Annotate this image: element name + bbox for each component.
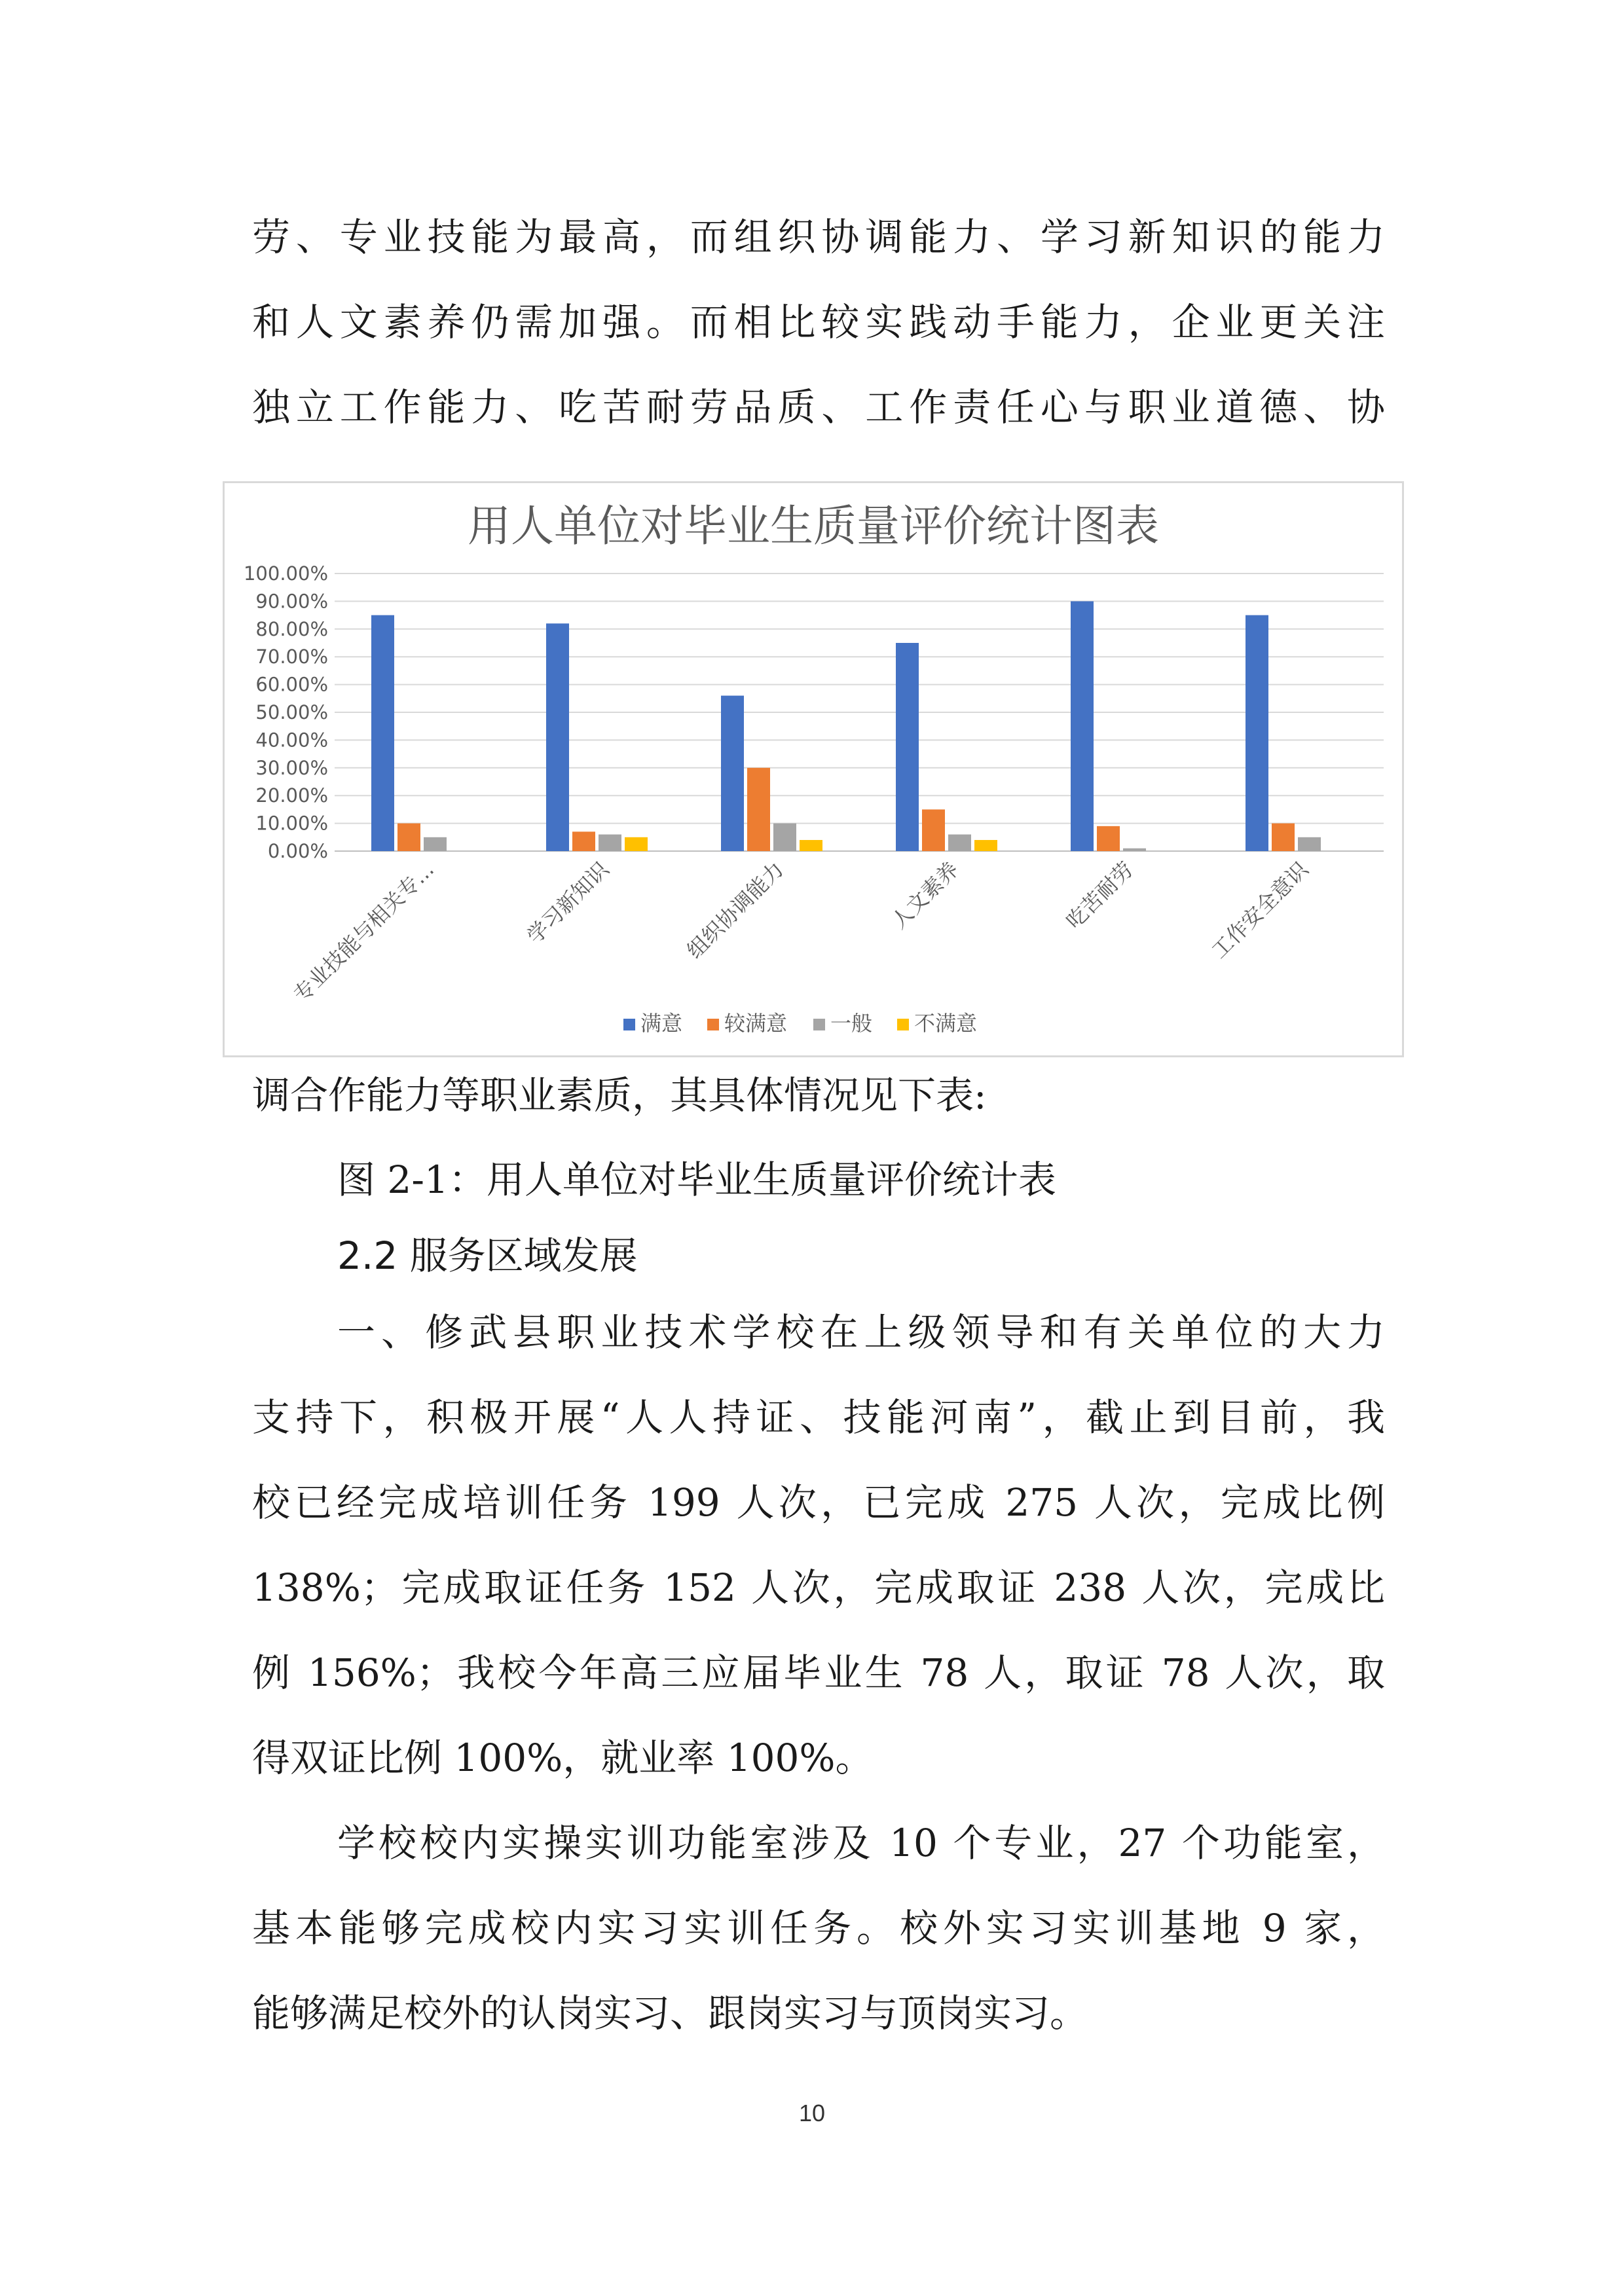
y-tick-label: 80.00%	[255, 617, 328, 640]
y-tick-label: 60.00%	[255, 673, 328, 696]
chart-gridlines	[335, 574, 1384, 851]
x-tick-label: 人文素养	[886, 856, 964, 934]
paragraph-line: 支持下，积极开展“人人持证、技能河南”，截止到目前，我	[252, 1395, 1385, 1440]
y-tick-label: 70.00%	[255, 646, 328, 668]
bar-较满意	[747, 768, 770, 851]
bar-一般	[1298, 837, 1321, 851]
legend-swatch	[707, 1019, 719, 1030]
x-tick-label: 组织协调能力	[682, 856, 789, 964]
y-tick-label: 90.00%	[255, 590, 328, 613]
bar-满意	[1246, 615, 1268, 851]
paragraph-line: 学校校内实操实训功能室涉及 10 个专业，27 个功能室，	[337, 1821, 1385, 1865]
page-number: 10	[798, 2100, 826, 2126]
legend-swatch	[897, 1019, 909, 1030]
paragraph-line: 和人文素养仍需加强。而相比较实践动手能力，企业更关注	[252, 300, 1385, 344]
bar-一般	[424, 837, 447, 851]
bar-一般	[773, 824, 796, 851]
bar-一般	[1123, 848, 1146, 851]
quality-evaluation-chart	[223, 481, 1404, 1057]
chart-bars	[371, 601, 1321, 851]
paragraph-line: 劳、专业技能为最高，而组织协调能力、学习新知识的能力	[252, 215, 1385, 259]
bar-不满意	[625, 837, 648, 851]
legend-swatch	[813, 1019, 825, 1030]
chart-title: 用人单位对毕业生质量评价统计图表	[468, 501, 1159, 551]
bar-满意	[546, 623, 569, 851]
paragraph-line: 得双证比例 100%，就业率 100%。	[252, 1736, 874, 1780]
legend-label: 一般	[830, 1011, 873, 1036]
legend-label: 不满意	[914, 1011, 978, 1036]
paragraph-line: 能够满足校外的认岗实习、跟岗实习与顶岗实习。	[252, 1991, 1088, 2035]
x-tick-label: 吃苦耐劳	[1061, 856, 1139, 934]
bar-一般	[948, 835, 971, 851]
x-tick-label: 学习新知识	[522, 856, 614, 949]
paragraph-line: 一、修武县职业技术学校在上级领导和有关单位的大力	[337, 1310, 1385, 1355]
section-heading: 2.2 服务区域发展	[337, 1233, 638, 1278]
legend-label: 满意	[640, 1011, 683, 1036]
bar-满意	[721, 696, 744, 851]
paragraph-line: 校已经完成培训任务 199 人次，已完成 275 人次，完成比例	[252, 1480, 1385, 1525]
y-tick-label: 100.00%	[243, 562, 328, 585]
paragraph-line: 调合作能力等职业素质，其具体情况见下表:	[252, 1073, 987, 1118]
bar-不满意	[974, 840, 997, 851]
paragraph-line: 138%；完成取证任务 152 人次，完成取证 238 人次，完成比	[252, 1565, 1385, 1610]
y-tick-label: 20.00%	[255, 784, 328, 807]
y-tick-label: 0.00%	[267, 840, 328, 862]
paragraph-line: 独立工作能力、吃苦耐劳品质、工作责任心与职业道德、协	[252, 385, 1385, 429]
bar-较满意	[1272, 824, 1295, 851]
legend-swatch	[623, 1019, 635, 1030]
bar-较满意	[572, 831, 595, 851]
y-tick-label: 10.00%	[255, 812, 328, 835]
bar-较满意	[922, 809, 945, 851]
bar-满意	[371, 615, 394, 851]
chart-legend	[623, 1011, 977, 1036]
y-tick-label: 40.00%	[255, 729, 328, 752]
bar-较满意	[1097, 826, 1120, 851]
bar-满意	[1071, 601, 1094, 851]
figure-caption: 图 2-1：用人单位对毕业生质量评价统计表	[337, 1157, 1056, 1202]
paragraph-line: 例 156%；我校今年高三应届毕业生 78 人，取证 78 人次，取	[252, 1650, 1385, 1695]
bar-一般	[599, 835, 621, 851]
legend-label: 较满意	[724, 1011, 788, 1036]
chart-y-axis	[244, 562, 328, 862]
chart-canvas	[225, 483, 1402, 1055]
bar-满意	[896, 643, 919, 851]
chart-x-axis	[289, 856, 1314, 1007]
y-tick-label: 30.00%	[255, 756, 328, 779]
bar-不满意	[800, 840, 822, 851]
y-tick-label: 50.00%	[255, 701, 328, 723]
x-tick-label: 工作安全意识	[1206, 856, 1314, 964]
paragraph-line: 基本能够完成校内实习实训任务。校外实习实训基地 9 家，	[252, 1906, 1385, 1950]
bar-较满意	[397, 824, 420, 851]
x-tick-label: 专业技能与相关专...	[288, 856, 439, 1008]
